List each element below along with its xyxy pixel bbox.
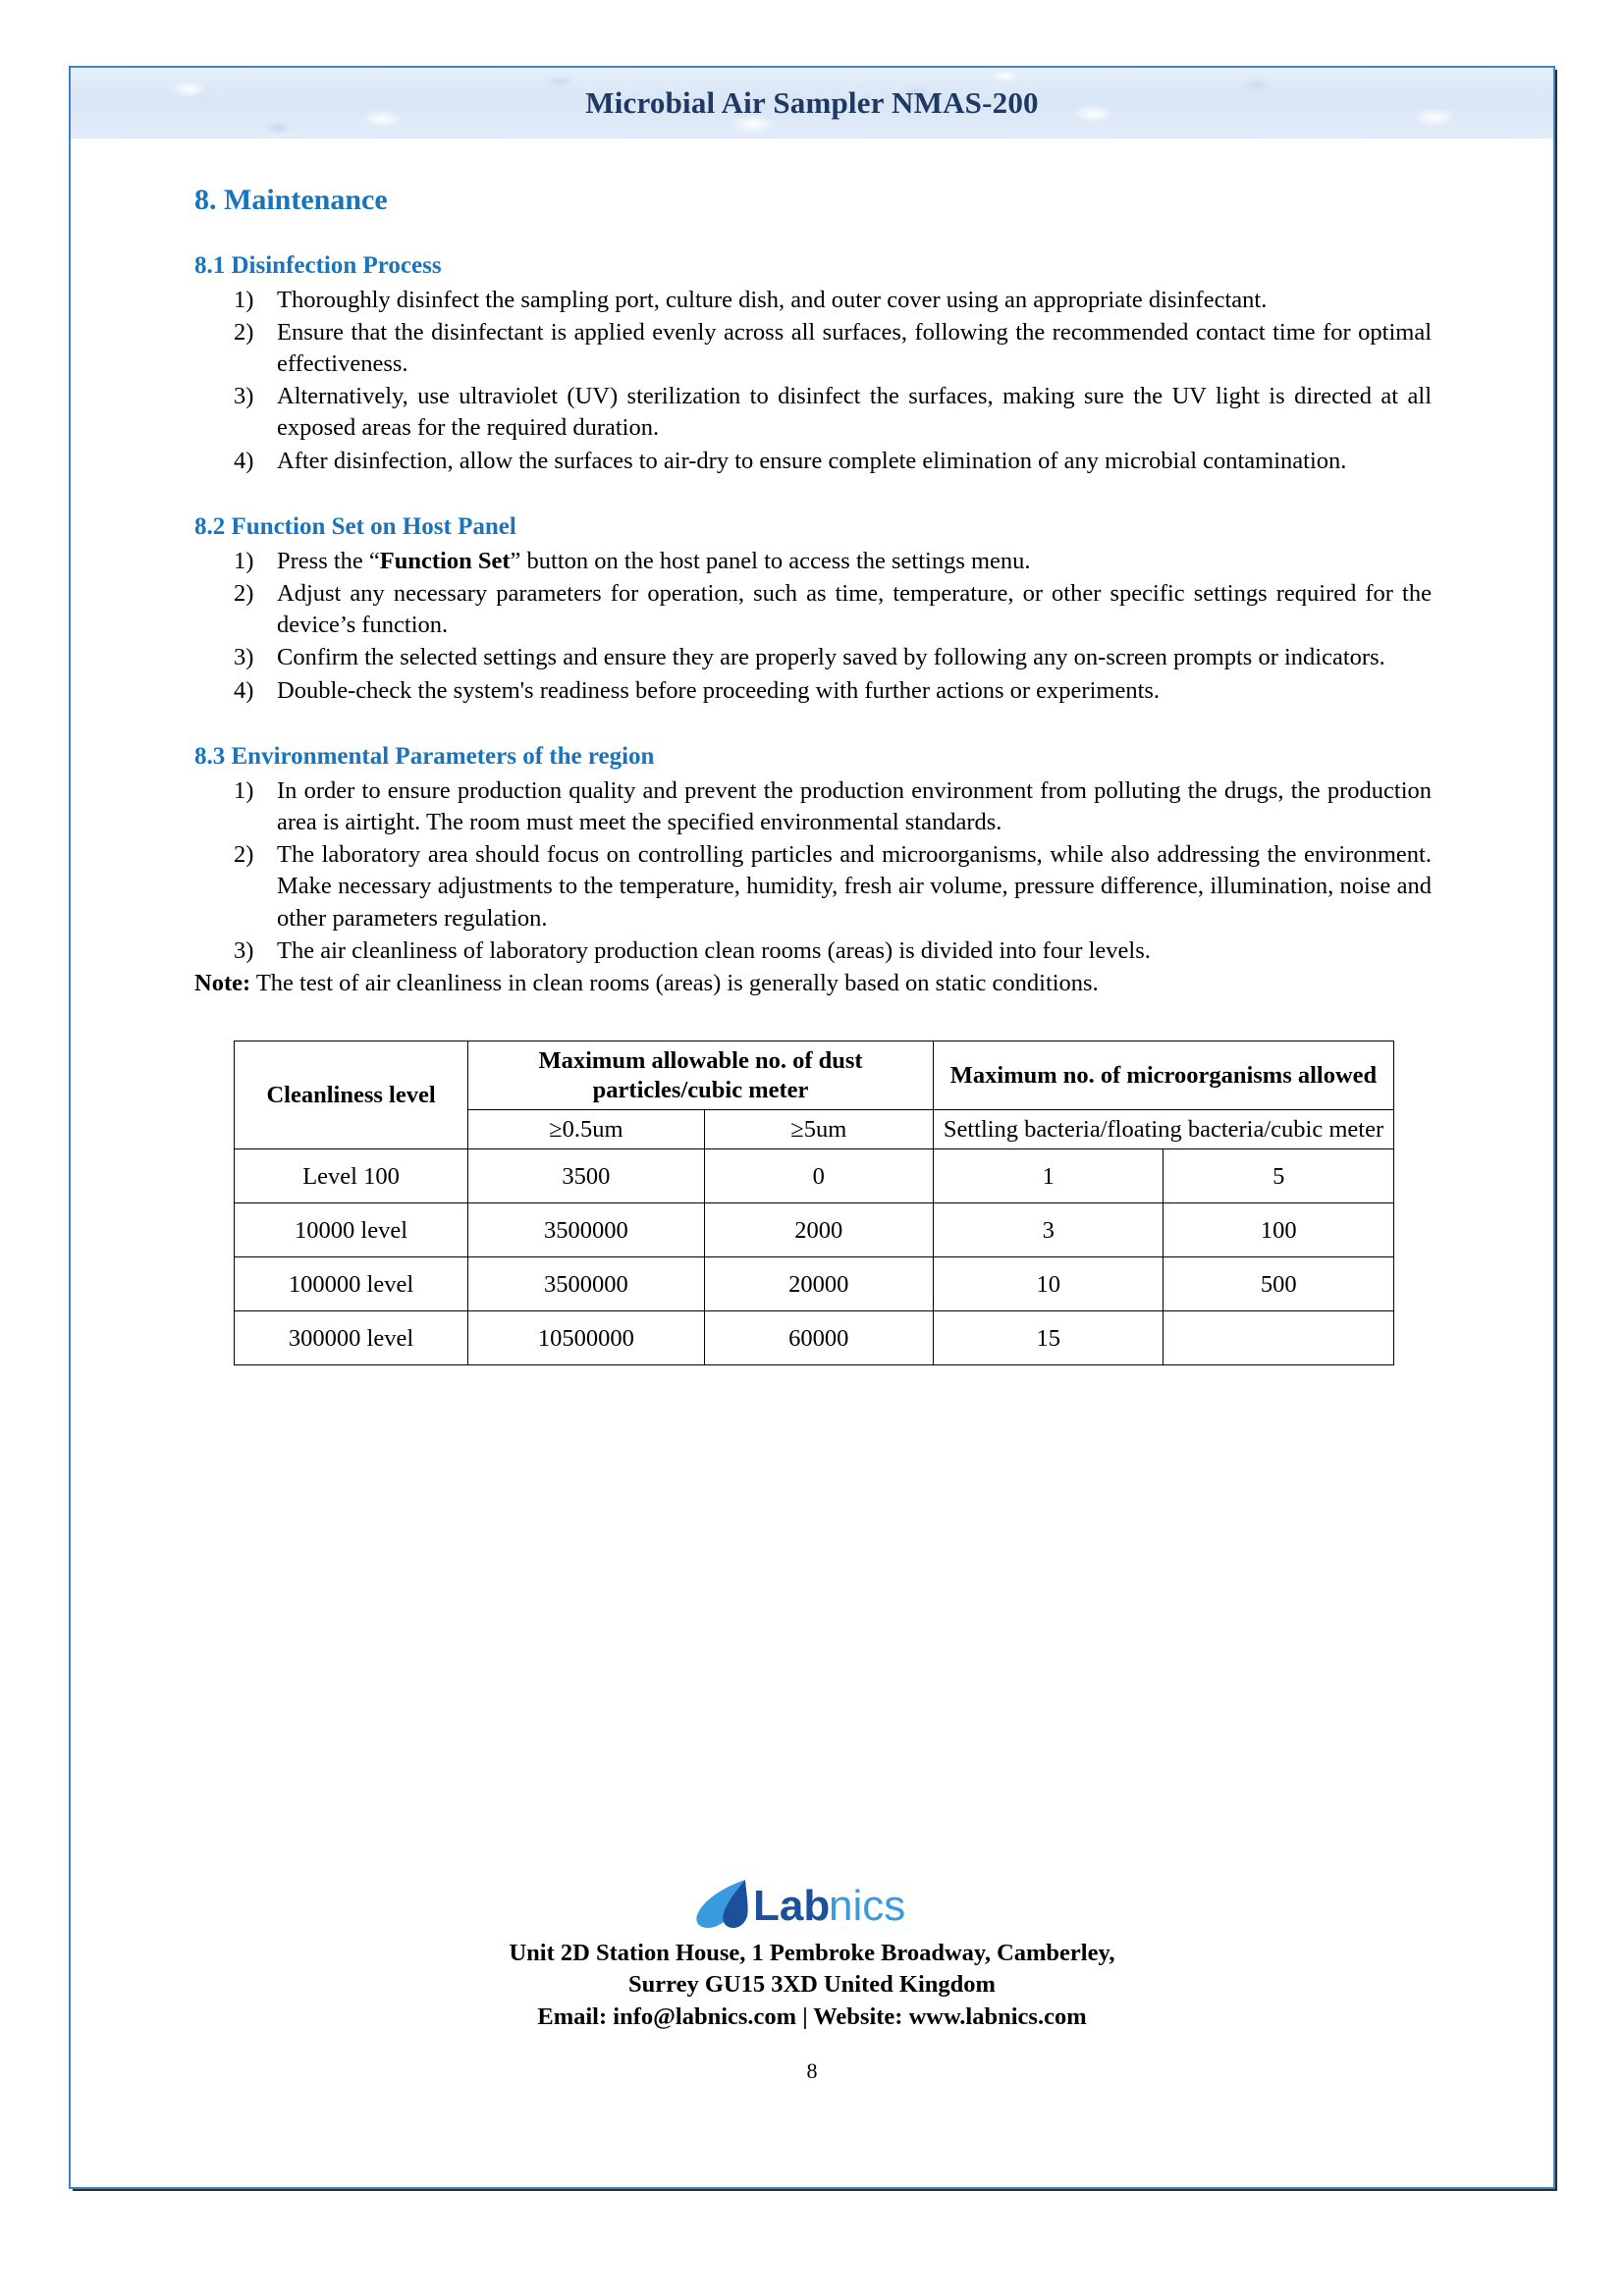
list-item-text: Thoroughly disinfect the sampling port, culture dish, and outer cover using an appropriate disinfectant. (277, 286, 1268, 313)
cell-level: Level 100 (235, 1149, 468, 1203)
list-item-text: Alternatively, use ultraviolet (UV) sterilization to disinfect the surfaces, making sure the UV light is directed at all exposed areas for the required duration. (277, 383, 1432, 442)
cell-settling: 10 (933, 1257, 1164, 1311)
logo-text-lab: Lab (753, 1882, 831, 1930)
list-item-text: After disinfection, allow the surfaces to air-dry to ensure complete elimination of any microbial contamination. (277, 447, 1347, 474)
cell-level: 300000 level (235, 1311, 468, 1365)
th-microorganisms: Maximum no. of microorganisms allowed (933, 1041, 1393, 1110)
list-item (234, 839, 1432, 934)
list-item-text-pre: Press the “ (277, 547, 380, 574)
note-paragraph (194, 968, 1432, 999)
list-item (234, 546, 1432, 577)
footer-address-line-1: Unit 2D Station House, 1 Pembroke Broadway, Camberley, (509, 1940, 1115, 1966)
page-footer (71, 1876, 1553, 2084)
subsection-8-3-heading: 8.3 Environmental Parameters of the region (194, 742, 655, 770)
list-marker: 3) (234, 383, 254, 410)
cell-level: 10000 level (235, 1203, 468, 1257)
list-8-1 (194, 285, 1432, 477)
list-item (234, 285, 1432, 316)
footer-address (71, 1938, 1553, 2033)
document-page (69, 66, 1555, 2189)
table-row (235, 1149, 1394, 1203)
th-cleanliness-level: Cleanliness level (235, 1041, 468, 1149)
list-marker: 1) (234, 286, 254, 313)
logo-text-nics: nics (829, 1882, 906, 1930)
list-marker: 4) (234, 676, 254, 704)
list-item-text: In order to ensure production quality and prevent the production environment from polluting the drugs, the production area is airtight. The room must meet the specified environmental standards. (277, 776, 1432, 835)
subsection-8-1-heading: 8.1 Disinfection Process (194, 251, 442, 279)
table-head (235, 1041, 1394, 1149)
cell-floating: 5 (1164, 1149, 1394, 1203)
list-marker: 4) (234, 447, 254, 474)
list-marker: 2) (234, 841, 254, 869)
list-8-2 (194, 546, 1432, 707)
list-marker: 2) (234, 318, 254, 346)
list-item (234, 675, 1432, 707)
list-item (234, 642, 1432, 673)
cell-p05: 3500 (468, 1149, 705, 1203)
list-marker: 2) (234, 579, 254, 607)
page-number: 8 (806, 2057, 818, 2083)
subsection-8-1 (194, 251, 1432, 477)
footer-address-line-2: Surrey GU15 3XD United Kingdom (628, 1971, 996, 1999)
list-item-text: Adjust any necessary parameters for operation, such as time, temperature, or other specific settings required for the device’s function. (277, 579, 1432, 639)
list-item-text: The laboratory area should focus on controlling particles and microorganisms, while also addressing the environment. Make necessary adjustments to the temperature, humidity, fresh air volume, pressure difference, illumination, noise and other parameters regulation. (277, 841, 1432, 932)
cell-p05: 3500000 (468, 1257, 705, 1311)
cell-p5: 0 (704, 1149, 933, 1203)
list-item (234, 935, 1432, 967)
list-item (234, 381, 1432, 444)
list-8-3 (194, 775, 1432, 967)
subsection-8-3 (194, 742, 1432, 999)
labnics-logo (694, 1876, 930, 1933)
page-header-band (71, 68, 1553, 138)
cleanliness-table-wrapper (234, 1041, 1394, 1365)
cell-level: 100000 level (235, 1257, 468, 1311)
cell-p5: 20000 (704, 1257, 933, 1311)
th-sub-microorganisms: Settling bacteria/floating bacteria/cubic meter (933, 1109, 1393, 1148)
th-dust-particles: Maximum allowable no. of dust particles/cubic meter (468, 1041, 934, 1110)
cell-settling: 1 (933, 1149, 1164, 1203)
list-item-text: Ensure that the disinfectant is applied evenly across all surfaces, following the recommended contact time for optimal effectiveness. (277, 318, 1432, 377)
cleanliness-table (234, 1041, 1394, 1365)
function-set-emphasis: Function Set (379, 547, 511, 574)
document-content (194, 184, 1432, 1365)
cell-settling: 3 (933, 1203, 1164, 1257)
list-item-text: Double-check the system's readiness before proceeding with further actions or experiments. (277, 676, 1161, 704)
note-label: Note: (194, 969, 251, 996)
subsection-8-2 (194, 512, 1432, 707)
table-row (235, 1311, 1394, 1365)
list-item (234, 446, 1432, 477)
footer-contact-line: Email: info@labnics.com | Website: www.labnics.com (537, 2002, 1087, 2030)
th-sub-dust-5um: ≥5um (704, 1109, 933, 1148)
page-title: 8. Maintenance (194, 184, 388, 216)
labnics-logo-svg (694, 1876, 930, 1933)
list-item (234, 775, 1432, 838)
cell-p5: 2000 (704, 1203, 933, 1257)
cell-p5: 60000 (704, 1311, 933, 1365)
note-text: The test of air cleanliness in clean rooms (areas) is generally based on static conditions. (250, 969, 1099, 996)
table-row (235, 1203, 1394, 1257)
table-header-row-1 (235, 1041, 1394, 1110)
subsection-8-2-heading: 8.2 Function Set on Host Panel (194, 512, 516, 540)
table-row (235, 1257, 1394, 1311)
cell-settling: 15 (933, 1311, 1164, 1365)
page-header-title: Microbial Air Sampler NMAS-200 (585, 85, 1039, 120)
table-body (235, 1149, 1394, 1365)
list-marker: 1) (234, 776, 254, 804)
list-item (234, 317, 1432, 380)
cell-floating: 500 (1164, 1257, 1394, 1311)
list-item-text: The air cleanliness of laboratory production clean rooms (areas) is divided into four levels. (277, 936, 1151, 964)
cell-floating (1164, 1311, 1394, 1365)
list-item (234, 578, 1432, 641)
cell-p05: 10500000 (468, 1311, 705, 1365)
list-item-text-post: ” button on the host panel to access the settings menu. (510, 547, 1031, 574)
list-item-text: Confirm the selected settings and ensure they are properly saved by following any on-screen prompts or indicators. (277, 644, 1385, 671)
th-sub-dust-05um: ≥0.5um (468, 1109, 705, 1148)
list-marker: 3) (234, 644, 254, 671)
list-marker: 1) (234, 547, 254, 574)
cell-p05: 3500000 (468, 1203, 705, 1257)
cell-floating: 100 (1164, 1203, 1394, 1257)
list-marker: 3) (234, 936, 254, 964)
